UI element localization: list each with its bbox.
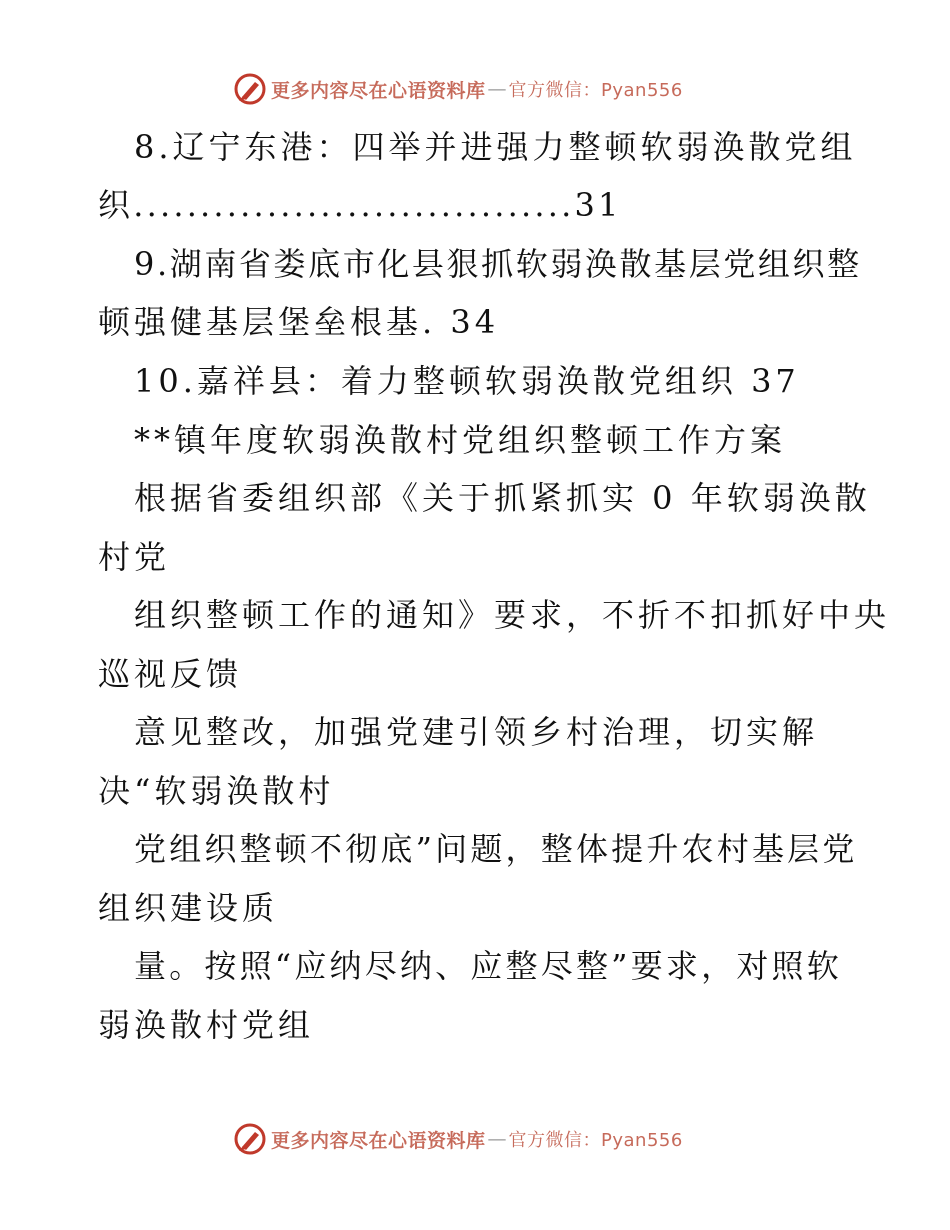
toc-entry-9-line-1: 9.湖南省娄底市化县狠抓软弱涣散基层党组织整 (134, 245, 862, 283)
pen-logo-icon (233, 1122, 267, 1156)
toc-entry-10: 10.嘉祥县：着力整顿软弱涣散党组织 37 (134, 362, 800, 400)
paragraph-line: 弱涣散村党组 (98, 1006, 315, 1044)
paragraph-line: 村党 (98, 538, 171, 576)
toc-entry-9-line-2: 顿强健基层堡垒根基. 34 (98, 303, 500, 341)
watermark-text: 更多内容尽在心语资料库 (271, 1129, 486, 1152)
paragraph-line: 决“软弱涣散村 (98, 772, 335, 810)
watermark-contact: 官方微信：Pyan556 (508, 80, 683, 101)
watermark-dash: — (487, 78, 507, 100)
paragraph-line: 巡视反馈 (98, 655, 243, 693)
paragraph-line: 量。按照“应纳尽纳、应整尽整”要求，对照软 (134, 947, 842, 985)
paragraph-line: 意见整改，加强党建引领乡村治理，切实解 (134, 713, 819, 751)
document-title: **镇年度软弱涣散村党组织整顿工作方案 (134, 421, 787, 459)
header-watermark (233, 71, 683, 107)
paragraph-line: 组织整顿工作的通知》要求，不折不扣抓好中央 (134, 596, 891, 634)
paragraph-line: 组织建设质 (98, 889, 279, 927)
toc-entry-8-line-1: 8.辽宁东港：四举并进强力整顿软弱涣散党组 (134, 128, 857, 166)
paragraph-line: 根据省委组织部《关于抓紧抓实 0 年软弱涣散 (134, 479, 871, 517)
footer-watermark (233, 1121, 683, 1157)
watermark-dash: — (487, 1128, 507, 1150)
watermark-text: 更多内容尽在心语资料库 (271, 79, 486, 102)
paragraph-line: 党组织整顿不彻底”问题，整体提升农村基层党 (134, 830, 858, 868)
pen-logo-icon (233, 72, 267, 106)
toc-entry-8-line-2: 织.................................31 (98, 186, 622, 224)
watermark-contact: 官方微信：Pyan556 (508, 1130, 683, 1151)
